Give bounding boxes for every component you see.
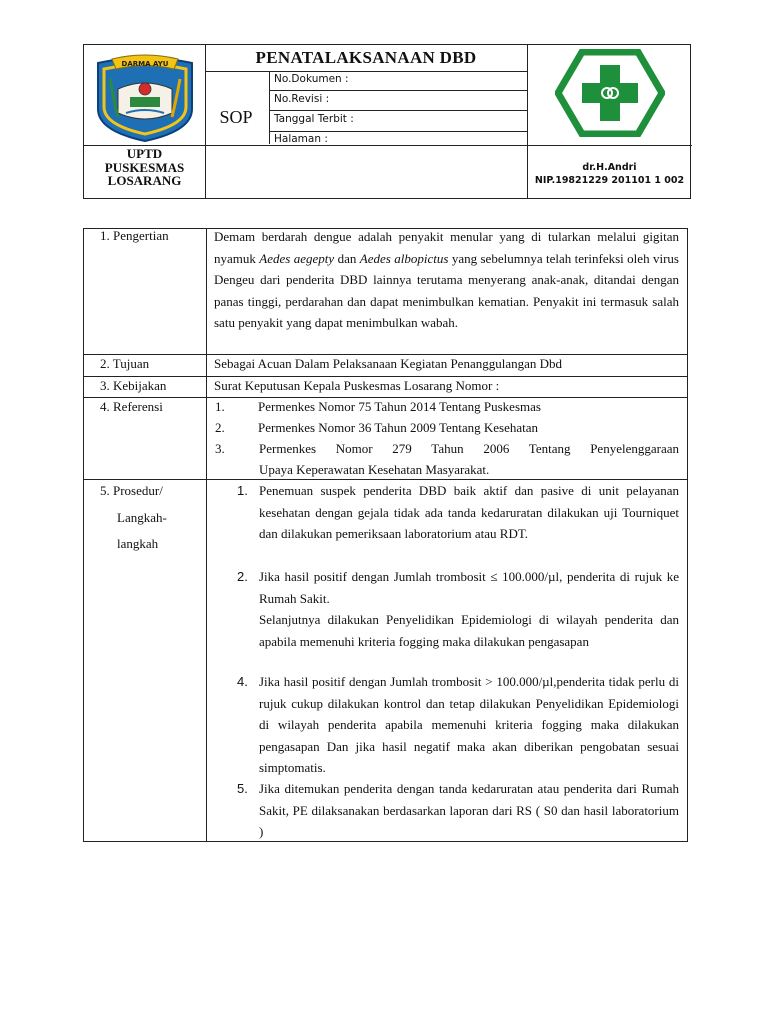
doc-number-label: No.Dokumen : [274, 73, 349, 85]
sop-header-table [83, 44, 691, 199]
pengertian-text-a: Demam berdarah dengue adalah penyakit menular yang di tularkan melalui gigitan nyamuk [214, 229, 679, 266]
org-line: UPTD [126, 146, 163, 161]
signer-block [527, 161, 692, 187]
prosedur-label-line: langkah [117, 536, 159, 551]
section-label-kebijakan: 3. Kebijakan [100, 378, 167, 393]
tujuan-text: Sebagai Acuan Dalam Pelaksanaan Kegiatan Penanggulangan Dbd [214, 356, 562, 371]
pengertian-text [214, 226, 679, 334]
kebijakan-text: Surat Keputusan Kepala Puskesmas Losarang Nomor : [214, 378, 500, 393]
header-divider [269, 90, 527, 91]
procedure-step [259, 566, 679, 652]
organization-name [84, 147, 205, 188]
section-label-referensi: 4. Referensi [100, 399, 163, 414]
header-divider [269, 71, 270, 144]
publish-date-label: Tanggal Terbit : [274, 113, 354, 125]
signer-name: dr.H.Andri [582, 162, 637, 173]
revision-label: No.Revisi : [274, 93, 330, 105]
reference-item-continued: Upaya Keperawatan Kesehatan Masyarakat. [259, 462, 490, 477]
reference-item: Permenkes Nomor 36 Tahun 2009 Tentang Kesehatan [258, 420, 539, 435]
puskesmas-cross-logo [555, 49, 665, 137]
regional-emblem-logo [88, 49, 202, 145]
pengertian-text-b: dan [334, 250, 360, 266]
org-line: PUSKESMAS [104, 159, 185, 175]
procedure-step: Jika hasil positif dengan Jumlah trombosit > 100.000/µl,penderita tidak perlu di rujuk cukup dilakukan kontrol dan tetap dilakukan Penyelidikan Epidemiologi di wilayah penderita apabila memenuhi kriteria fogging maka dilakukan pengasapan Dan jika hasil negatif maka akan diberikan pengobatan sesuai simptomatis. [259, 674, 679, 775]
table-column-divider [206, 229, 207, 841]
reference-item: Permenkes Nomor 75 Tahun 2014 Tentang Puskesmas [258, 399, 541, 414]
page-title: PENATALAKSANAAN DBD [255, 48, 477, 67]
page-count-label: Halaman : [274, 133, 328, 145]
section-label-prosedur [100, 480, 167, 555]
procedure-step-text: Jika hasil positif dengan Jumlah trombosit ≤ 100.000/µl, penderita di rujuk ke Rumah Sakit. [259, 569, 679, 606]
procedure-step-text: Selanjutnya dilakukan Penyelidikan Epidemiologi di wilayah penderita dan apabila memenuhi kriteria fogging maka dilakukan pengasapan [259, 612, 679, 649]
header-divider [269, 110, 527, 111]
prosedur-label-line: 5. Prosedur/ [100, 483, 163, 498]
pengertian-text-c: yang sebelumnya telah terinfeksi oleh virus Dengeu dari penderita DBD lainnya terutama menyerang anak-anak, ditandai dengan panas tinggi, perdarahan dan dapat menimbulkan kematian. Penyakit ini termasuk salah satu penyakit yang dapat menimbulkan wabah. [214, 250, 679, 330]
header-divider [205, 71, 527, 72]
procedure-step: Penemuan suspek penderita DBD baik aktif dan pasive di unit pelayanan kesehatan dengan gejala tidak ada tanda kedaruratan dilakukan uji Tourniquet dan dilakukan pemeriksaan laboratorium atau RDT. [259, 483, 679, 541]
procedure-step-number: 1. [237, 483, 248, 498]
reference-item: Permenkes Nomor 279 Tahun 2006 Tentang Penyelenggaraan [259, 441, 679, 456]
header-divider [269, 131, 527, 132]
species-name: Aedes albopictus [359, 250, 449, 266]
reference-number: 1. [215, 399, 225, 414]
reference-number: 3. [215, 441, 225, 456]
prosedur-label-line: Langkah- [117, 509, 167, 525]
procedure-step-number: 5. [237, 781, 248, 796]
sop-label: SOP [219, 107, 253, 127]
section-label-pengertian: 1. Pengertian [100, 228, 169, 243]
logo-lettering: DARMA AYU [121, 60, 169, 68]
signer-nip: NIP.19821229 201101 1 002 [534, 175, 685, 186]
procedure-step: Jika ditemukan penderita dengan tanda kedaruratan atau penderita dari Rumah Sakit, PE dilaksanakan berdasarkan laporan dari RS ( S0 dan hasil laboratorium ) [259, 781, 679, 839]
header-divider [205, 145, 692, 146]
section-label-tujuan: 2. Tujuan [100, 356, 150, 371]
procedure-step-number: 2. [237, 569, 248, 584]
species-name: Aedes aegepty [259, 250, 335, 266]
org-line: LOSARANG [107, 173, 182, 188]
procedure-step-number: 4. [237, 674, 248, 689]
sop-content-table [83, 228, 688, 842]
reference-number: 2. [215, 420, 225, 435]
